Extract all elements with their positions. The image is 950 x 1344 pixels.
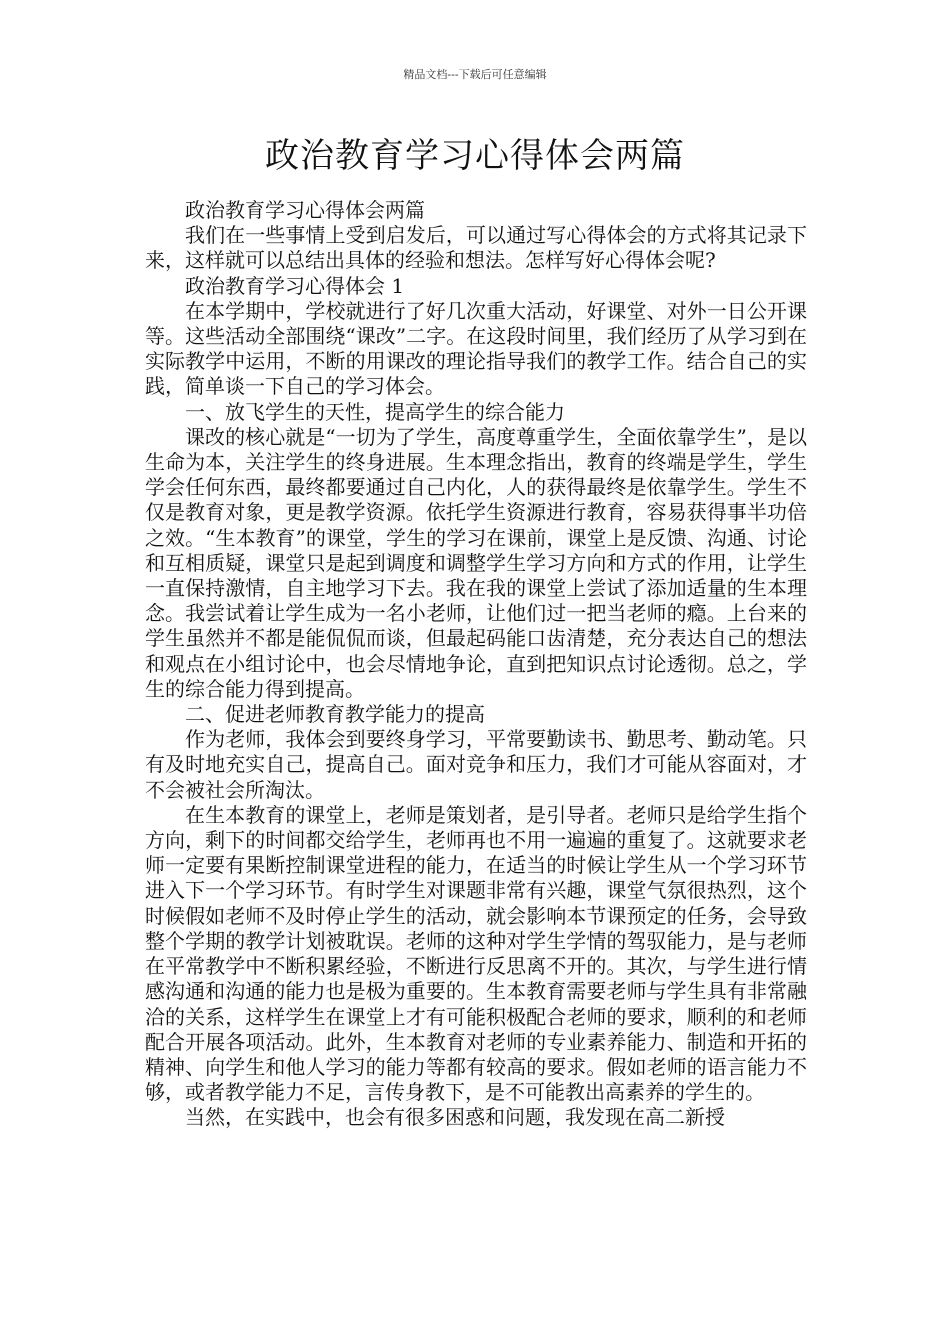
document-body xyxy=(145,198,807,1131)
document-title: 政治教育学习心得体会两篇 xyxy=(265,136,685,176)
section-heading: 二、促进老师教育教学能力的提高 xyxy=(185,702,485,727)
section-heading: 一、放飞学生的天性，提高学生的综合能力 xyxy=(185,399,565,424)
paragraph: 作为老师，我体会到要终身学习，平常要勤读书、勤思考、勤动笔。只有及时地充实自己，提高自己。面对竞争和压力，我们才可能从容面对，才不会被社会所淘汰。 xyxy=(145,727,807,802)
paragraph: 在生本教育的课堂上，老师是策划者，是引导者。老师只是给学生指个方向，剩下的时间都交给学生，老师再也不用一遍遍的重复了。这就要求老师一定要有果断控制课堂进程的能力，在适当的时候让学生从一个学习环节进入下一个学习环节。有时学生对课题非常有兴趣，课堂气氛很热烈，这个时候假如老师不及时停止学生的活动，就会影响本节课预定的任务，会导致整个学期的教学计划被耽误。老师的这种对学生学情的驾驭能力，是与老师在平常教学中不断积累经验，不断进行反思离不开的。其次，与学生进行情感沟通和沟通的能力也是极为重要的。生本教育需要老师与学生具有非常融洽的关系，这样学生在课堂上才有可能积极配合老师的要求，顺利的和老师配合开展各项活动。此外，生本教育对老师的专业素养能力、制造和开拓的精神、向学生和他人学习的能力等都有较高的要求。假如老师的语言能力不够，或者教学能力不足，言传身教下，是不可能教出高素养的学生的。 xyxy=(145,802,807,1105)
page-header: 精品文档---下载后可任意编辑 xyxy=(403,68,547,81)
paragraph: 我们在一些事情上受到启发后，可以通过写心得体会的方式将其记录下来，这样就可以总结出具体的经验和想法。怎样写好心得体会呢? xyxy=(145,223,807,273)
paragraph: 当然，在实践中，也会有很多困惑和问题，我发现在高二新授 xyxy=(185,1105,725,1130)
section-heading: 政治教育学习心得体会 1 xyxy=(185,273,405,298)
paragraph: 政治教育学习心得体会两篇 xyxy=(185,198,425,222)
paragraph: 在本学期中，学校就进行了好几次重大活动，好课堂、对外一日公开课等。这些活动全部围绕“课改”二字。在这段时间里，我们经历了从学习到在实际教学中运用，不断的用课改的理论指导我们的教学工作。结合自己的实践，简单谈一下自己的学习体会。 xyxy=(145,298,807,399)
paragraph: 课改的核心就是“一切为了学生，高度尊重学生，全面依靠学生”，是以生命为本，关注学生的终身进展。生本理念指出，教育的终端是学生，学生学会任何东西，最终都要通过自己内化，人的获得最终是依靠学生。学生不仅是教育对象，更是教学资源。依托学生资源进行教育，容易获得事半功倍之效。“生本教育”的课堂，学生的学习在课前，课堂上是反馈、沟通、讨论和互相质疑，课堂只是起到调度和调整学生学习方向和方式的作用，让学生一直保持激情，自主地学习下去。我在我的课堂上尝试了添加适量的生本理念。我尝试着让学生成为一名小老师，让他们过一把当老师的瘾。上台来的学生虽然并不都是能侃侃而谈，但最起码能口齿清楚，充分表达自己的想法和观点在小组讨论中，也会尽情地争论，直到把知识点讨论透彻。总之，学生的综合能力得到提高。 xyxy=(145,424,807,701)
